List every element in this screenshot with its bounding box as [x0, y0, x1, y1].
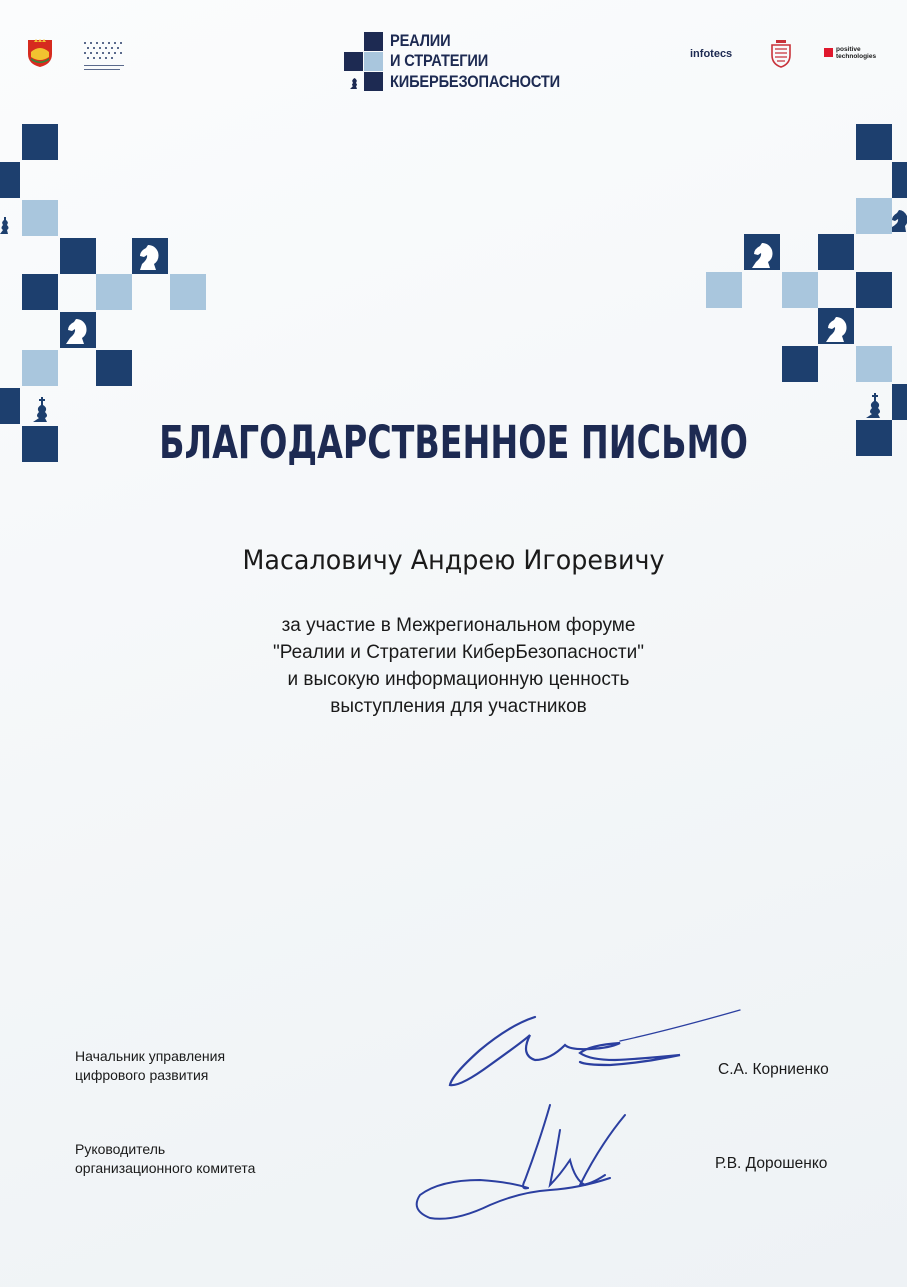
- chess-decoration-right: [706, 122, 907, 464]
- signer-2-role: Руководитель организационного комитета: [75, 1141, 256, 1176]
- letter-body: [0, 612, 907, 720]
- signer-1-name: С.А. Корниенко: [718, 1061, 829, 1078]
- forum-logo: [342, 30, 572, 96]
- chess-king-icon: [33, 397, 47, 422]
- positive-technologies-logo: positive technologies: [824, 46, 894, 64]
- signature-1: [440, 1005, 750, 1095]
- forum-logo-line-3: КИБЕРБЕЗОПАСНОСТИ: [390, 72, 560, 91]
- chess-king-icon: [0, 217, 9, 234]
- chess-board-logo-icon: [342, 30, 386, 96]
- signer-2-name: Р.В. Дорошенко: [715, 1155, 828, 1172]
- letter-title: БЛАГОДАРСТВЕННОЕ ПИСЬМО: [159, 416, 748, 469]
- forum-logo-line-2: И СТРАТЕГИИ: [390, 51, 489, 70]
- body-line: и высокую информационную ценность: [287, 669, 630, 690]
- city-coat-of-arms-icon: [27, 38, 53, 68]
- ministry-logo-icon: [80, 40, 128, 74]
- recipient-name: Масаловичу Андрею Игоревичу: [242, 545, 665, 576]
- chess-knight-icon: [892, 210, 907, 232]
- chess-decoration-left: [0, 122, 210, 464]
- body-line: "Реалии и Стратегии КиберБезопасности": [273, 642, 644, 663]
- shield-emblem-icon: [770, 40, 792, 68]
- body-line: за участие в Межрегиональном форуме: [281, 615, 636, 636]
- signer-1-role: Начальник управления цифрового развития: [75, 1048, 226, 1083]
- signature-2: [410, 1100, 650, 1230]
- body-line: выступления для участников: [330, 696, 587, 717]
- forum-logo-line-1: РЕАЛИИ: [390, 31, 451, 50]
- chess-king-icon: [866, 393, 880, 418]
- infotecs-logo: infotecs: [690, 48, 733, 60]
